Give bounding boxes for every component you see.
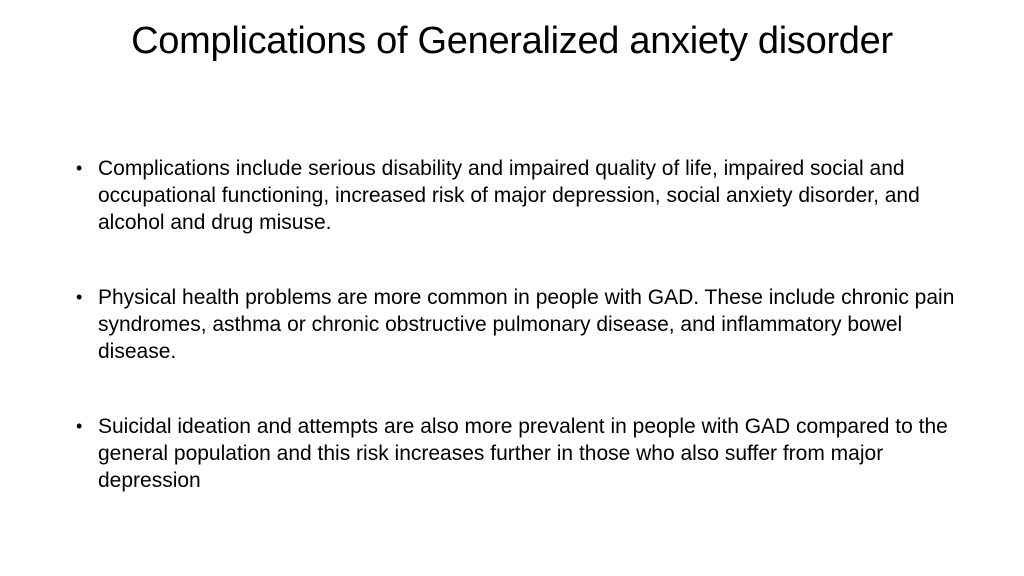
bullet-text: Physical health problems are more common in people with GAD. These include chronic pain syndromes, asthma or chronic obstructive pulmonary disease, and inflammatory bowel disease. <box>98 286 955 363</box>
bullet-dot-icon: • <box>76 158 83 178</box>
bullet-list <box>76 155 956 494</box>
bullet-item <box>76 413 956 494</box>
bullet-item <box>76 155 956 236</box>
bullet-text: Complications include serious disability and impaired quality of life, impaired social and occupational functioning, increased risk of major depression, social anxiety disorder, and alcohol and drug misuse. <box>98 157 920 234</box>
bullet-dot-icon: • <box>76 287 83 307</box>
bullet-dot-icon: • <box>76 416 83 436</box>
bullet-item <box>76 284 956 365</box>
slide-title: Complications of Generalized anxiety disorder <box>131 20 893 62</box>
bullet-text: Suicidal ideation and attempts are also more prevalent in people with GAD compared to the general population and this risk increases further in those who also suffer from major depression <box>98 415 948 492</box>
